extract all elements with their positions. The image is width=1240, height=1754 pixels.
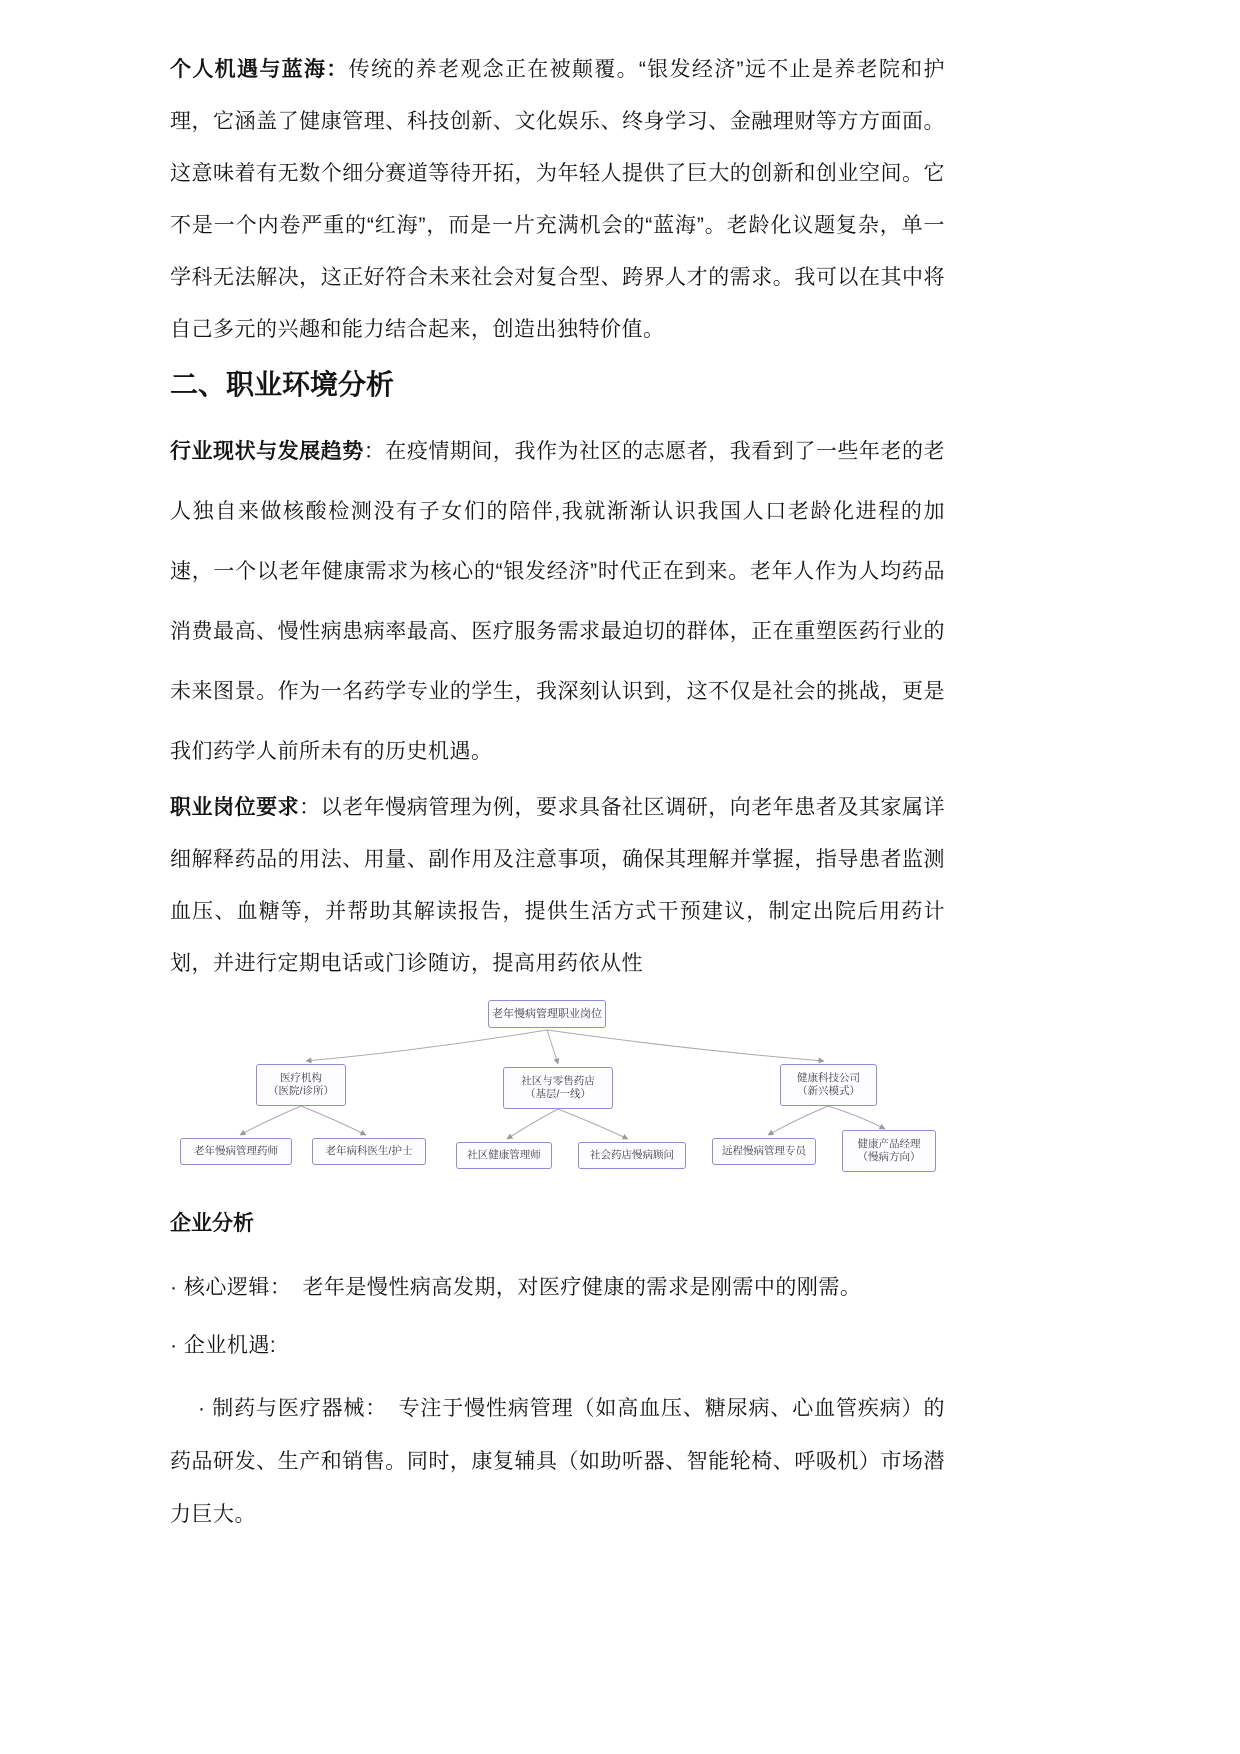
diagram-node-health-tech-company-line1: 健康科技公司	[797, 1072, 860, 1084]
paragraph-industry-trends	[170, 422, 945, 782]
paragraph-personal-opportunity	[170, 44, 945, 356]
paragraph-body-industry-trends: ：在疫情期间，我作为社区的志愿者，我看到了一些年老的老人独自来做核酸检测没有子女们的陪伴,我就渐渐认识我国人口老龄化进程的加速，一个以老年健康需求为核心的“银发经济”时代正在到来。老年人作为人均药品消费最高、慢性病患病率最高、医疗服务需求最迫切的群体，正在重塑医药行业的未来图景。作为一名药学专业的学生，我深刻认识到，这不仅是社会的挑战，更是我们药学人前所未有的历史机遇。	[170, 440, 946, 763]
paragraph-lead-personal-opportunity: 个人机遇与蓝海：	[170, 58, 349, 81]
diagram-node-root	[488, 1000, 606, 1028]
diagram-node-health-product-manager-label: 健康产品经理	[857, 1138, 921, 1150]
diagram-node-community-retail-pharmacy	[503, 1067, 613, 1109]
diagram-node-health-product-manager	[842, 1130, 936, 1172]
paragraph-lead-industry-trends: 行业现状与发展趋势	[170, 440, 364, 463]
section-heading-enterprise-analysis: 企业分析	[170, 1212, 254, 1235]
bullet-enterprise-opportunity: · 企业机遇:	[170, 1334, 277, 1357]
diagram-node-medical-institution	[256, 1064, 346, 1106]
diagram-node-health-product-manager-line2: （慢病方向）	[857, 1151, 921, 1163]
diagram-node-community-retail-pharmacy-line1: 社区与零售药店	[521, 1075, 595, 1087]
diagram-node-health-tech-company	[780, 1064, 877, 1106]
diagram-node-community-health-manager-label: 社区健康管理师	[467, 1149, 541, 1161]
diagram-node-pharmacy-chronic-consultant	[578, 1142, 686, 1169]
diagram-node-geriatric-doctor-nurse	[312, 1138, 426, 1165]
diagram-node-root-label: 老年慢病管理职业岗位	[492, 1007, 602, 1020]
paragraph-lead-job-requirements: 职业岗位要求	[170, 796, 300, 819]
paragraph-body-personal-opportunity: 传统的养老观念正在被颠覆。“银发经济”远不止是养老院和护理，它涵盖了健康管理、科技创新、文化娱乐、终身学习、金融理财等方方面面。这意味着有无数个细分赛道等待开拓，为年轻人提供了巨大的创新和创业空间。它不是一个内卷严重的“红海”，而是一片充满机会的“蓝海”。老龄化议题复杂，单一学科无法解决，这正好符合未来社会对复合型、跨界人才的需求。我可以在其中将自己多元的兴趣和能力结合起来，创造出独特价值。	[170, 58, 946, 341]
diagram-node-community-retail-pharmacy-line2: （基层/一线）	[525, 1088, 591, 1100]
section-heading-career-environment: 二、职业环境分析	[170, 369, 395, 400]
diagram-node-health-tech-company-line2: （新兴模式）	[797, 1085, 860, 1097]
diagram-node-community-health-manager	[456, 1142, 552, 1169]
diagram-node-medical-institution-line1: 医疗机构	[280, 1072, 322, 1084]
diagram-node-chronic-disease-pharmacist-label: 老年慢病管理药师	[194, 1145, 278, 1157]
diagram-node-medical-institution-line2: （医院/诊所）	[268, 1085, 334, 1097]
diagram-node-geriatric-doctor-nurse-label: 老年病科医生/护士	[325, 1145, 413, 1157]
career-positions-flowchart	[170, 998, 945, 1183]
paragraph-job-requirements	[170, 782, 945, 990]
paragraph-body-job-requirements: ：以老年慢病管理为例，要求具备社区调研，向老年患者及其家属详细解释药品的用法、用量、副作用及注意事项，确保其理解并掌握，指导患者监测血压、血糖等，并帮助其解读报告，提供生活方式干预建议，制定出院后用药计划，并进行定期电话或门诊随访，提高用药依从性	[170, 796, 945, 975]
diagram-node-pharmacy-chronic-consultant-label: 社会药店慢病顾问	[590, 1149, 674, 1161]
diagram-node-chronic-disease-pharmacist	[180, 1138, 292, 1165]
bullet-core-logic: · 核心逻辑： 老年是慢性病高发期，对医疗健康的需求是刚需中的刚需。	[170, 1276, 862, 1299]
diagram-node-remote-chronic-specialist-label: 远程慢病管理专员	[722, 1145, 806, 1157]
diagram-node-remote-chronic-specialist	[712, 1138, 816, 1165]
bullet-pharma-medical-devices: · 制药与医疗器械： 专注于慢性病管理（如高血压、糖尿病、心血管疾病）的药品研发、生产和销售。同时，康复辅具（如助听器、智能轮椅、呼吸机）市场潜力巨大。	[170, 1397, 945, 1526]
